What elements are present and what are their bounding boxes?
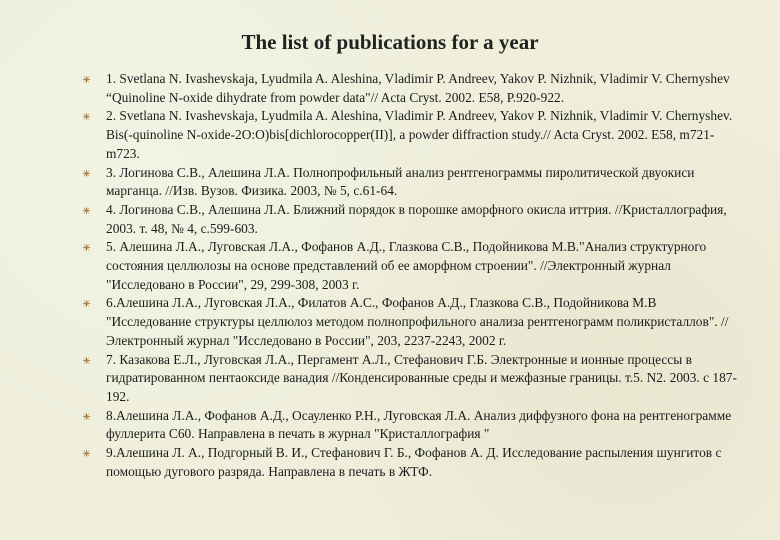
publication-text: 5. Алешина Л.А., Луговская Л.А., Фофанов А.Д., Глазкова С.В., Подойникова М.В."Анализ структурного состояния целлюлозы на основе представлений об ее аморфном строении". //Электронный журнал "Исследовано в России", 29, 299-308, 2003 г. <box>106 239 707 292</box>
publication-text: 2. Svetlana N. Ivashevskaja, Lyudmila A. Aleshina, Vladimir P. Andreev, Yakov P. Nizhnik, Vladimir V. Chernyshev. Bis(-quinoline N-oxide-2O:O)bis[dichlorocopper(II)], a powder diffraction study.// Acta Cryst. 2002. E58, m721-m723. <box>106 108 733 161</box>
list-item <box>82 351 742 407</box>
publication-text: 1. Svetlana N. Ivashevskaja, Lyudmila A. Aleshina, Vladimir P. Andreev, Yakov P. Nizhnik, Vladimir V. Chernyshev “Quinoline N-oxide dihydrate from powder data"// Acta Cryst. 2002. E58, P.920-922. <box>106 71 730 105</box>
asterisk-star-bullet-icon <box>82 75 91 84</box>
publication-text: 6.Алешина Л.А., Луговская Л.А., Филатов А.С., Фофанов А.Д., Глазкова С.В., Подойникова М.В "Исследование структуры целлюлоз методом полнопрофильного анализа рентгенограмм поликристаллов". // Электронный журнал "Исследовано в России", 203, 2237-2243, 2002 г. <box>106 295 729 348</box>
list-item <box>82 238 742 294</box>
publication-text: 4. Логинова С.В., Алешина Л.А. Ближний порядок в порошке аморфного окисла иттрия. //Кристаллография, 2003. т. 48, № 4, с.599-603. <box>106 201 727 236</box>
list-item <box>82 201 742 238</box>
list-item <box>82 107 742 163</box>
publication-text: 3. Логинова С.В., Алешина Л.А. Полнопрофильный анализ рентгенограммы пиролитической двуокиси марганца. //Изв. Вузов. Физика. 2003, № 5, с.61-64. <box>106 164 695 199</box>
publication-text: 9.Алешина Л. А., Подгорный В. И., Стефанович Г. Б., Фофанов А. Д. Исследование распыления шунгитов с помощью дугового разряда. Направлена в печать в ЖТФ. <box>106 445 722 479</box>
asterisk-star-bullet-icon <box>82 412 91 421</box>
asterisk-star-bullet-icon <box>82 243 91 252</box>
list-item <box>82 444 742 481</box>
publication-text: 7. Казакова Е.Л., Луговская Л.А., Пергамент А.Л., Стефанович Г.Б. Электронные и ионные процессы в гидратированном пентаоксиде ванадия //Конденсированные среды и межфазные границы. т.5. N2. 2003. с 187-192. <box>106 351 737 404</box>
page-title: The list of publications for a year <box>241 30 539 54</box>
list-item <box>82 164 742 201</box>
list-item <box>82 70 742 107</box>
asterisk-star-bullet-icon <box>82 112 91 121</box>
asterisk-star-bullet-icon <box>82 206 91 215</box>
asterisk-star-bullet-icon <box>82 356 91 365</box>
publication-list <box>82 70 742 481</box>
publication-text: 8.Алешина Л.А., Фофанов А.Д., Осауленко Р.Н., Луговская Л.А. Анализ диффузного фона на рентгенограмме фуллерита С60. Направлена в печать в журнал "Кристаллография " <box>106 407 732 442</box>
list-item <box>82 407 742 444</box>
asterisk-star-bullet-icon <box>82 299 91 308</box>
list-item <box>82 294 742 350</box>
asterisk-star-bullet-icon <box>82 449 91 458</box>
asterisk-star-bullet-icon <box>82 169 91 178</box>
